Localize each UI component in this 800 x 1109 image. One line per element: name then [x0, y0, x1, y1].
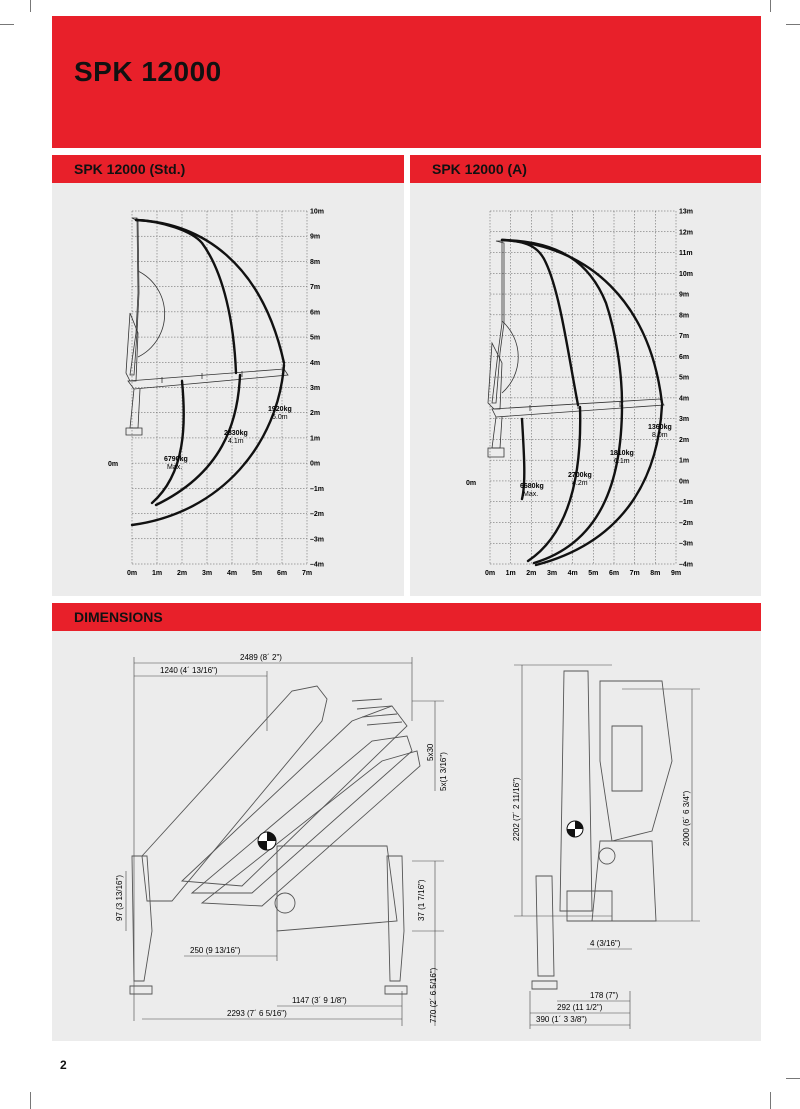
section-header-dimensions	[52, 603, 761, 631]
dim-2202: 2202 (7´ 2 11/16")	[512, 777, 521, 841]
load-chart-a	[410, 183, 761, 596]
x-tick-label: 8m	[650, 570, 661, 577]
x-tick-label: 1m	[151, 570, 163, 577]
load-label-2-kg: 2830kg	[224, 430, 248, 437]
y-tick-label: –4m	[679, 561, 694, 569]
dimensions-drawing	[52, 631, 761, 1041]
x-tick-label: 7m	[301, 570, 313, 577]
y-tick-label: –2m	[679, 519, 694, 527]
y-tick-label: 10m	[679, 270, 694, 278]
y-tick-label: 5m	[310, 334, 321, 342]
y-tick-label: 6m	[679, 353, 690, 361]
y-tick-label: 5m	[679, 374, 690, 382]
y-tick-label: 4m	[310, 359, 321, 367]
dim-770: 770 (2´ 6 5/16")	[429, 967, 438, 1023]
x-tick-label: 6m	[276, 570, 288, 577]
crop-mark	[786, 24, 800, 25]
load-label-3-kg: 1920kg	[268, 406, 292, 413]
y-tick-label: 11m	[679, 250, 693, 258]
page-title: SPK 12000	[74, 56, 222, 87]
page-header	[52, 16, 761, 148]
load-label-4-kg: 1360kg	[648, 424, 672, 431]
y-axis-labels	[679, 209, 693, 569]
dim-2000: 2000 (6´ 6 3/4")	[682, 790, 691, 846]
y-tick-label: 12m	[679, 229, 694, 237]
y-tick-label: 4m	[679, 395, 690, 403]
x-axis-labels	[485, 570, 681, 577]
y-tick-label: 2m	[679, 436, 690, 444]
x-axis-labels	[127, 570, 312, 577]
page-number: 2	[60, 1058, 67, 1072]
zero-level-label: 0m	[466, 480, 477, 487]
y-tick-label: 3m	[679, 416, 690, 424]
front-view-dimension-lines	[514, 665, 700, 1029]
x-tick-label: 9m	[670, 570, 682, 577]
section-header-a	[410, 155, 761, 183]
load-label-2-reach: 4.1m	[228, 438, 244, 445]
load-label-2-kg: 2700kg	[568, 472, 592, 479]
y-tick-label: –1m	[679, 499, 694, 507]
load-label-3-reach: 6.1m	[614, 458, 630, 465]
y-tick-label: –2m	[310, 511, 325, 519]
y-tick-label: 8m	[679, 312, 690, 320]
crop-mark	[30, 0, 31, 12]
dim-292: 292 (11 1/2")	[557, 1003, 603, 1012]
dim-1240: 1240 (4´ 13/16")	[160, 666, 218, 675]
y-tick-label: 8m	[310, 258, 321, 266]
crop-mark	[770, 0, 771, 12]
dim-97: 97 (3 13/16")	[115, 875, 124, 921]
dim-178: 178 (7")	[590, 991, 619, 1000]
load-label-2-reach: 4.2m	[572, 480, 588, 487]
load-chart-std	[52, 183, 404, 596]
x-tick-label: 4m	[226, 570, 238, 577]
y-tick-label: 1m	[679, 457, 690, 465]
x-tick-label: 1m	[505, 570, 516, 577]
x-tick-label: 6m	[608, 570, 620, 577]
center-of-gravity-icon	[258, 832, 276, 850]
load-curves	[132, 220, 284, 525]
y-tick-label: 3m	[310, 385, 321, 392]
dim-390: 390 (1´ 3 3/8")	[536, 1015, 587, 1024]
zero-level-label: 0m	[108, 461, 119, 468]
x-tick-label: 3m	[546, 570, 558, 577]
x-tick-label: 2m	[526, 570, 537, 577]
dim-5x30: 5x30	[426, 743, 435, 761]
y-tick-label: 7m	[679, 333, 690, 341]
crop-mark	[0, 24, 14, 25]
dim-5x: 5x(1 3/16")	[439, 752, 448, 791]
x-tick-label: 5m	[251, 570, 263, 577]
dim-2489: 2489 (8´ 2")	[240, 653, 282, 662]
x-tick-label: 0m	[126, 570, 138, 577]
y-tick-label: 0m	[679, 478, 690, 486]
y-tick-label: 13m	[679, 208, 694, 216]
load-label-3-reach: 6.0m	[272, 414, 288, 421]
section-title-a: SPK 12000 (A)	[432, 161, 527, 177]
crop-mark	[786, 1078, 800, 1079]
x-tick-label: 7m	[629, 570, 640, 577]
y-tick-label: 9m	[679, 291, 690, 299]
y-tick-label: –3m	[679, 540, 694, 548]
y-tick-label: –3m	[310, 536, 325, 544]
y-tick-label: 6m	[310, 309, 321, 317]
load-curves	[502, 240, 662, 565]
load-label-1-kg: 6790kg	[164, 456, 188, 463]
y-tick-label: –4m	[310, 561, 325, 569]
center-of-gravity-icon	[567, 821, 583, 837]
y-tick-label: 1m	[310, 435, 321, 443]
load-label-4-reach: 8.0m	[652, 432, 668, 439]
section-header-std	[52, 155, 404, 183]
x-tick-label: 4m	[567, 570, 578, 577]
x-tick-label: 5m	[588, 570, 599, 577]
y-tick-label: 9m	[310, 233, 321, 241]
y-tick-label: 2m	[310, 410, 321, 418]
y-tick-label: 0m	[310, 460, 321, 468]
dim-2293: 2293 (7´ 6 5/16")	[227, 1009, 287, 1018]
load-label-3-kg: 1810kg	[610, 450, 634, 457]
dim-1147: 1147 (3´ 9 1/8")	[292, 996, 347, 1005]
x-tick-label: 2m	[176, 570, 188, 577]
x-tick-label: 0m	[484, 570, 496, 577]
load-label-1-kg: 6680kg	[520, 483, 544, 490]
load-label-1-reach: Max.	[167, 464, 183, 471]
dimensions-panel	[52, 631, 761, 1041]
x-tick-label: 3m	[201, 570, 213, 577]
y-tick-label: 10m	[310, 208, 325, 216]
load-chart-a-panel	[410, 183, 761, 596]
dim-37: 37 (1 7/16")	[417, 879, 426, 921]
y-axis-labels	[310, 209, 324, 569]
section-title-dimensions: DIMENSIONS	[74, 609, 163, 625]
y-tick-label: –1m	[310, 485, 325, 493]
load-chart-std-panel	[52, 183, 404, 596]
crop-mark	[770, 1092, 771, 1109]
load-label-1-reach: Max.	[523, 491, 539, 498]
dim-250: 250 (9 13/16")	[190, 946, 241, 955]
y-tick-label: 7m	[310, 284, 321, 292]
section-title-std: SPK 12000 (Std.)	[74, 161, 186, 177]
dim-4: 4 (3/16")	[590, 939, 621, 948]
crop-mark	[30, 1092, 31, 1109]
